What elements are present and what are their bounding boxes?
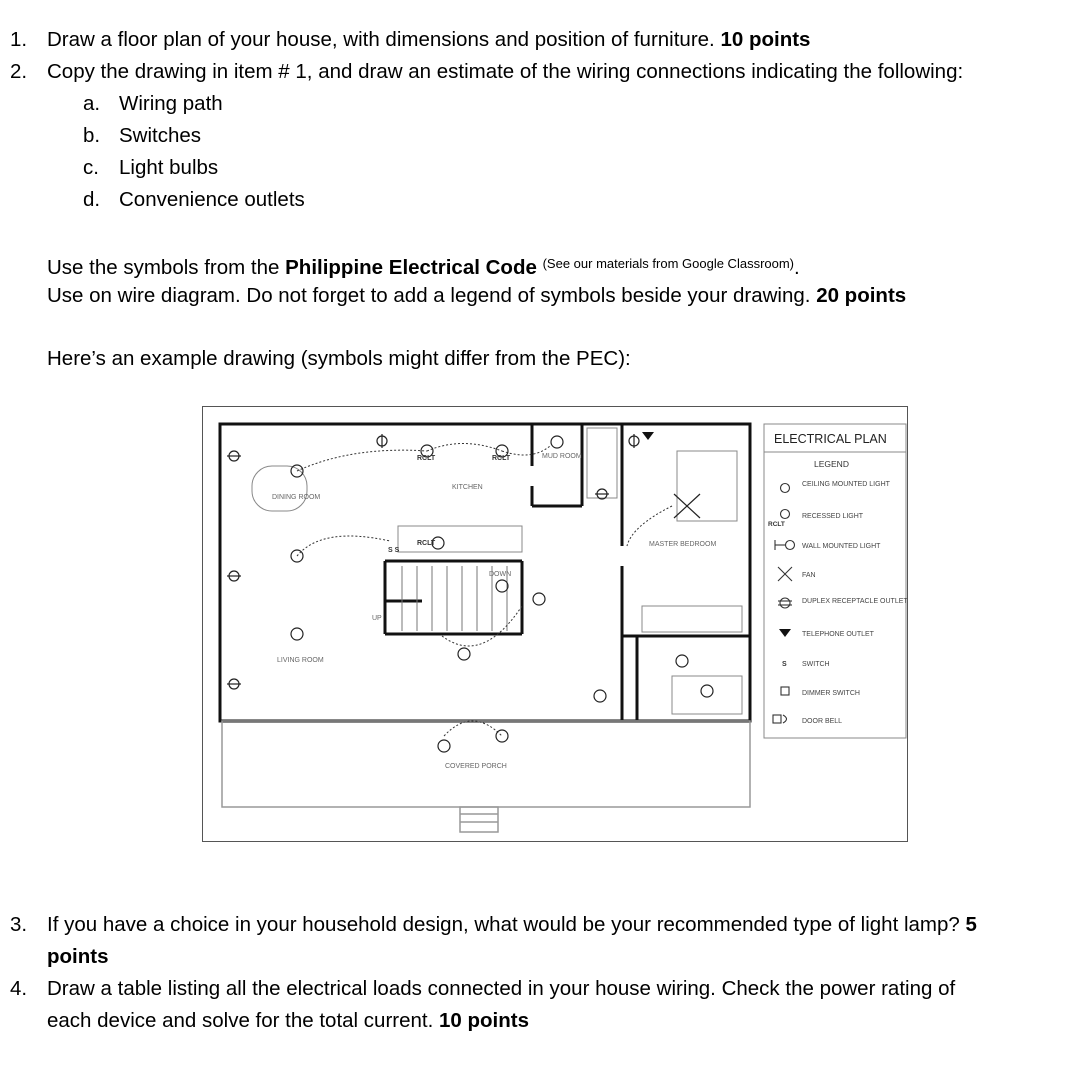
- item-4-points: 10 points: [439, 1009, 530, 1032]
- item-1-points: 10 points: [720, 28, 811, 51]
- wire-diagram-instruction: Use on wire diagram. Do not forget to add a legend of symbols beside your drawing. 20 points: [47, 284, 907, 307]
- subitem-d-letter: d.: [83, 188, 101, 211]
- symbols-instruction: Use the symbols from the Philippine Electrical Code $^{(See our materials from Google Classroom)}$.: [47, 256, 800, 279]
- item-1-number: 1.: [10, 28, 28, 51]
- legend-label-ceiling: CEILING MOUNTED LIGHT: [802, 481, 890, 488]
- item-4-text: Draw a table listing all the electrical loads connected in your house wiring. Check the power rating of: [47, 977, 956, 1000]
- subitem-b-letter: b.: [83, 124, 101, 147]
- item-3-points-cont: points: [47, 945, 109, 968]
- item-4-text-cont: each device and solve for the total current. 10 points: [47, 1009, 530, 1032]
- label-living: LIVING ROOM: [277, 657, 324, 664]
- legend-panel: [764, 424, 908, 738]
- label-kitchen: KITCHEN: [452, 484, 483, 491]
- subitem-b-text: Switches: [119, 124, 202, 147]
- item-3-number: 3.: [10, 913, 28, 936]
- label-rclt-1: RCLT: [417, 455, 436, 462]
- electrical-plan-figure: [202, 406, 908, 842]
- legend-rclt: RCLT: [768, 521, 785, 528]
- legend-label-duplex: DUPLEX RECEPTACLE OUTLET: [802, 598, 908, 605]
- subitem-c-letter: c.: [83, 156, 99, 179]
- legend-label-wall: WALL MOUNTED LIGHT: [802, 543, 881, 550]
- legend-heading: ELECTRICAL PLAN: [774, 432, 887, 446]
- label-switches: S S: [388, 547, 400, 554]
- label-mud: MUD ROOM: [542, 453, 582, 460]
- subitem-a-text: Wiring path: [119, 92, 223, 115]
- pec-name: Philippine Electrical Code: [285, 256, 537, 279]
- subitem-d-text: Convenience outlets: [119, 188, 305, 211]
- legend-label-telephone: TELEPHONE OUTLET: [802, 631, 874, 638]
- label-dining: DINING ROOM: [272, 494, 321, 501]
- item-2-number: 2.: [10, 60, 28, 83]
- subitem-c-text: Light bulbs: [119, 156, 219, 179]
- label-down: DOWN: [489, 571, 512, 578]
- subitem-a-letter: a.: [83, 92, 101, 115]
- legend-label-dimmer: DIMMER SWITCH: [802, 690, 860, 697]
- item-1-text: Draw a floor plan of your house, with dimensions and position of furniture. 10 points: [47, 28, 811, 51]
- classroom-note: (See our materials from Google Classroom): [542, 256, 795, 271]
- wire-diagram-points: 20 points: [816, 284, 907, 307]
- label-rclt-2: RCLT: [492, 455, 511, 462]
- legend-title: LEGEND: [814, 459, 849, 469]
- label-up: UP: [372, 615, 382, 622]
- item-3-points: 5: [965, 913, 977, 936]
- item-4-number: 4.: [10, 977, 28, 1000]
- label-master: MASTER BEDROOM: [649, 541, 717, 548]
- item-3-text: If you have a choice in your household design, what would be your recommended type of light lamp? 5: [47, 913, 977, 936]
- legend-label-fan: FAN: [802, 572, 816, 579]
- legend-label-switch: SWITCH: [802, 661, 830, 668]
- label-rclt-3: RCLT: [417, 540, 436, 547]
- legend-label-doorbell: DOOR BELL: [802, 718, 843, 725]
- legend-label-recessed: RECESSED LIGHT: [802, 513, 864, 520]
- example-caption: Here’s an example drawing (symbols might differ from the PEC):: [47, 347, 631, 370]
- switch-icon: S: [782, 661, 787, 668]
- item-2-text: Copy the drawing in item # 1, and draw an estimate of the wiring connections indicating the following:: [47, 60, 964, 83]
- label-porch: COVERED PORCH: [445, 763, 507, 770]
